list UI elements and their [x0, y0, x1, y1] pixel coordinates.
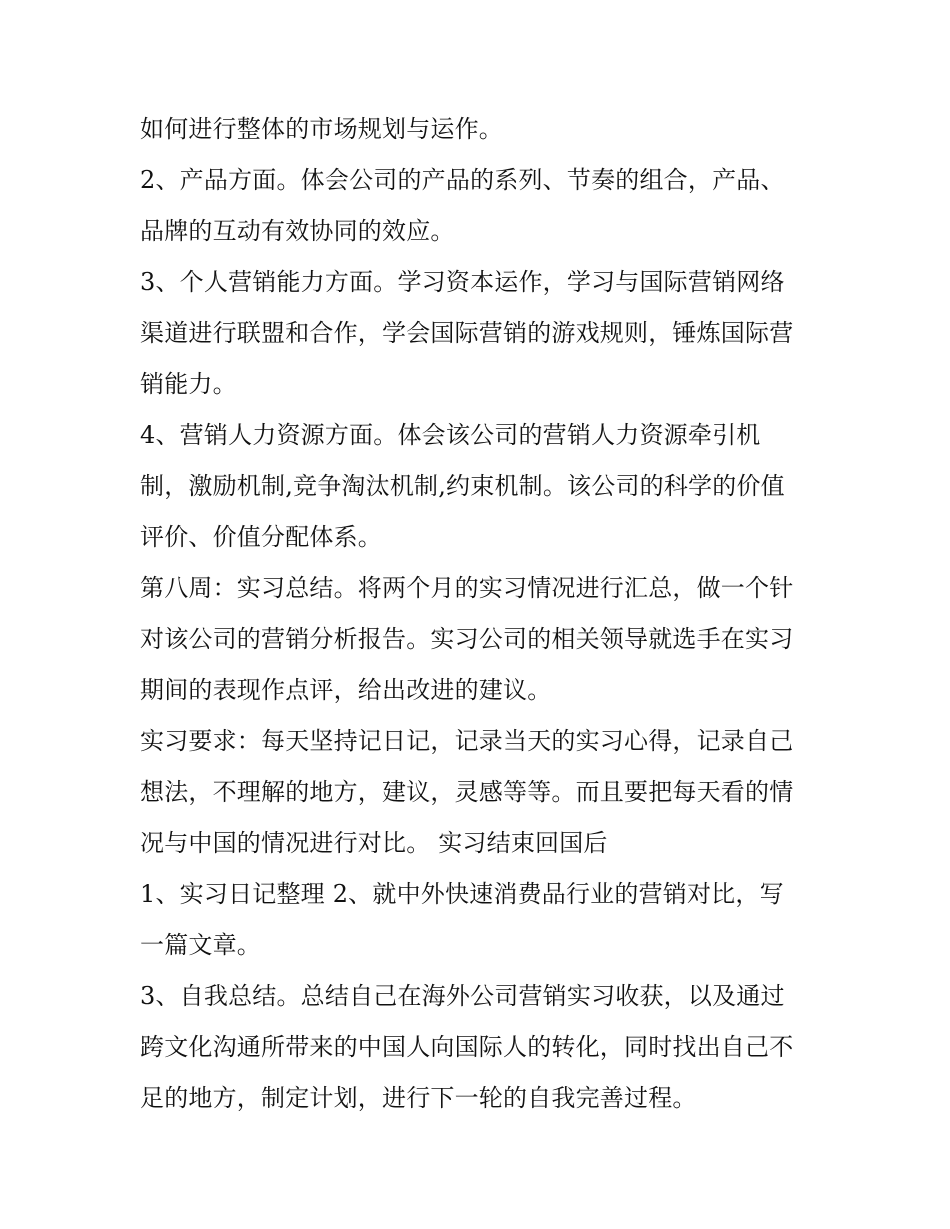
text-line: 2、产品方面。体会公司的产品的系列、节奏的组合，产品、: [140, 166, 785, 194]
text-line: 评价、价值分配体系。: [140, 523, 382, 551]
text-line: 一篇文章。: [140, 931, 261, 959]
text-line: 如何进行整体的市场规划与运作。: [140, 115, 503, 143]
text-line: 对该公司的营销分析报告。实习公司的相关领导就选手在实习: [140, 625, 794, 653]
document-body: [140, 104, 830, 1124]
text-line: 制，激励机制,竞争淘汰机制,约束机制。该公司的科学的价值: [140, 472, 785, 500]
text-line: 期间的表现作点评，给出改进的建议。: [140, 676, 552, 704]
text-line: 第八周：实习总结。将两个月的实习情况进行汇总，做一个针: [140, 574, 794, 602]
text-line: 想法，不理解的地方，建议，灵感等等。而且要把每天看的情: [140, 778, 794, 806]
text-line: 足的地方，制定计划，进行下一轮的自我完善过程。: [140, 1084, 697, 1112]
text-line: 3、个人营销能力方面。学习资本运作，学习与国际营销网络: [140, 268, 785, 296]
text-line: 销能力。: [140, 370, 237, 398]
text-line: 3、自我总结。总结自己在海外公司营销实习收获，以及通过: [140, 982, 785, 1010]
text-line: 况与中国的情况进行对比。 实习结束回国后: [140, 829, 608, 857]
text-line: 渠道进行联盟和合作，学会国际营销的游戏规则，锤炼国际营: [140, 319, 794, 347]
text-line: 跨文化沟通所带来的中国人向国际人的转化，同时找出自己不: [140, 1033, 794, 1061]
text-line: 实习要求：每天坚持记日记，记录当天的实习心得，记录自己: [140, 727, 794, 755]
text-line: 1、实习日记整理 2、就中外快速消费品行业的营销对比，写: [140, 880, 784, 908]
text-line: 4、营销人力资源方面。体会该公司的营销人力资源牵引机: [140, 421, 761, 449]
text-line: 品牌的互动有效协同的效应。: [140, 217, 455, 245]
